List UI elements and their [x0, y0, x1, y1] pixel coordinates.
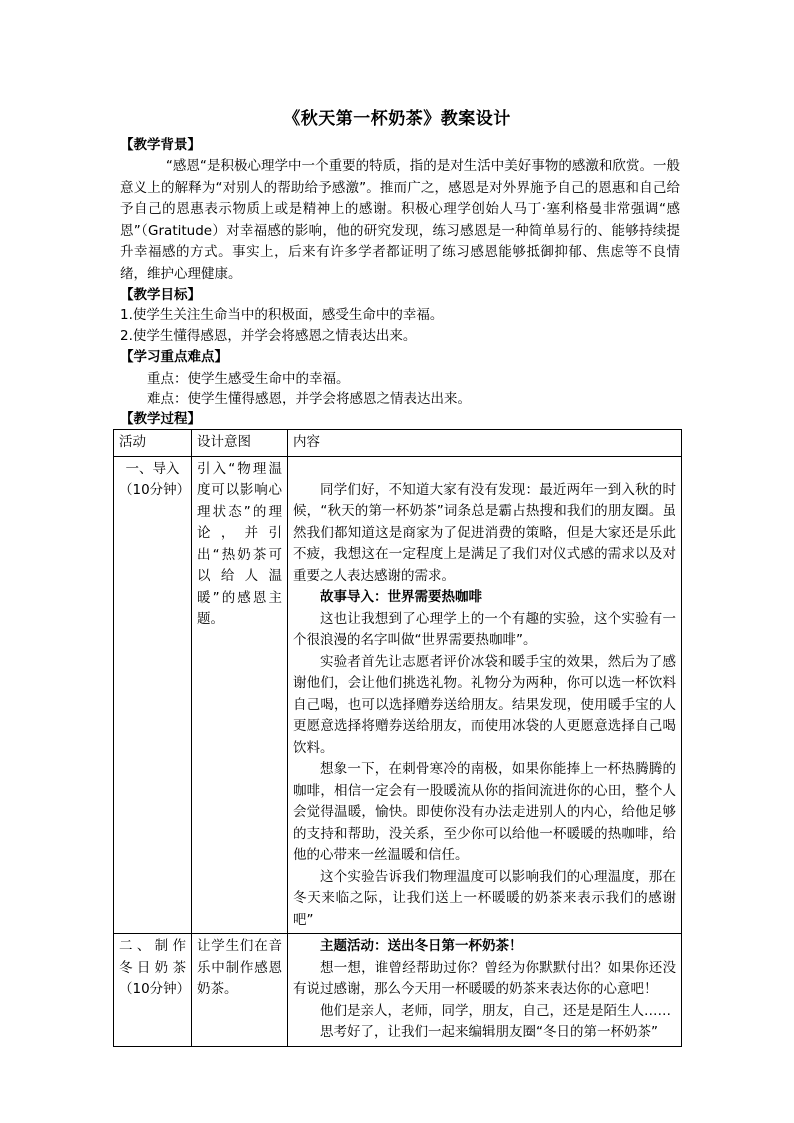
- story-heading: 故事导入：世界需要热咖啡: [320, 589, 482, 605]
- theme-heading: 主题活动：送出冬日第一杯奶茶！: [320, 938, 523, 954]
- blank-line: [293, 459, 676, 480]
- key-points-heading: 【学习重点难点】: [120, 349, 228, 365]
- header-content: 内容: [288, 430, 682, 457]
- content-paragraph: 这也让我想到了心理学上的一个有趣的实验，这个实验有一个很浪漫的名字叫做“世界需要热咖啡”。: [293, 610, 676, 648]
- intent-cell: 引入“物理温度可以影响心理状态”的理论，并引出“热奶茶可以给人温暖”的感恩主题。: [192, 456, 288, 934]
- key-point: 重点：使学生感受生命中的幸福。: [147, 371, 350, 387]
- activity-cell: 一、导入（10分钟）: [114, 456, 192, 934]
- header-intent: 设计意图: [192, 430, 288, 457]
- goal-item-2: 2.使学生懂得感恩，并学会将感恩之情表达出来。: [120, 328, 417, 344]
- content-cell: [288, 456, 682, 934]
- difficult-point: 难点：使学生懂得感恩，并学会将感恩之情表达出来。: [147, 391, 471, 407]
- process-heading: 【教学过程】: [120, 411, 201, 427]
- background-paragraph: “感恩“是积极心理学中一个重要的特质，指的是对生活中美好事物的感激和欣赏。一般意义上的解释为“对别人的帮助给予感激”。推而广之，感恩是对外界施予自己的恩惠和自己给予自己的恩惠表示物质上或是精神上的感谢。积极心理学创始人马丁·塞利格曼非常强调“感恩”（Gratitude）对幸福感的影响，他的研究发现，练习感恩是一种简单易行的、能够持续提升幸福感的方式。事实上，后来有许多学者都证明了练习感恩能够抵御抑郁、焦虑等不良情绪，维护心理健康。: [120, 158, 680, 282]
- content-paragraph: 想象一下，在刺骨寒冷的南极，如果你能捧上一杯热腾腾的咖啡，相信一定会有一股暖流从你的指间流进你的心田，整个人会觉得温暖，愉快。即使你没有办法走进别人的内心，给他足够的支持和帮助，没关系，至少你可以给他一杯暖暖的热咖啡，给他的心带来一丝温暖和信任。: [293, 761, 676, 863]
- document-title: 《秋天第一杯奶茶》教案设计: [283, 109, 511, 129]
- header-activity: 活动: [114, 430, 192, 457]
- table-row: [114, 456, 682, 934]
- content-paragraph: 想一想，谁曾经帮助过你？曾经为你默默付出？如果你还没有说过感谢，那么今天用一杯暖暖的奶茶来表达你的心意吧！: [293, 959, 676, 997]
- content-paragraph: 同学们好，不知道大家有没有发现：最近两年一到入秋的时候，“秋天的第一杯奶茶”词条总是霸占热搜和我们的朋友圈。虽然我们都知道这是商家为了促进消费的策略，但是大家还是乐此不疲，我想这在一定程度上是满足了我们对仪式感的需求以及对重要之人表达感谢的需求。: [293, 481, 676, 584]
- content-cell: [288, 934, 682, 1047]
- content-paragraph: 他们是亲人，老师，同学，朋友，自己，还是是陌生人……: [320, 1002, 671, 1019]
- table-header-row: [114, 430, 682, 457]
- activity-cell: 二、制作冬日奶茶（10分钟）: [114, 934, 192, 1047]
- content-paragraph: 思考好了，让我们一起来编辑朋友圈“冬日的第一杯奶茶”: [320, 1024, 658, 1040]
- table-row: [114, 934, 682, 1047]
- content-paragraph: 这个实验告诉我们物理温度可以影响我们的心理温度，那在冬天来临之际，让我们送上一杯暖暖的奶茶来表示我们的感谢吧”: [293, 868, 676, 928]
- goal-item-1: 1.使学生关注生命当中的积极面，感受生命中的幸福。: [120, 307, 444, 323]
- process-table: [113, 429, 682, 1047]
- content-paragraph: 实验者首先让志愿者评价冰袋和暖手宝的效果，然后为了感谢他们，会让他们挑选礼物。礼物分为两种，你可以选一杯饮料自己喝，也可以选择赠券送给朋友。结果发现，使用暖手宝的人更愿意选择将赠券送给朋友，而使用冰袋的人更愿意选择自己喝饮料。: [293, 653, 676, 756]
- background-heading: 【教学背景】: [120, 137, 201, 153]
- intent-cell: 让学生们在音乐中制作感恩奶茶。: [192, 934, 288, 1047]
- goals-heading: 【教学目标】: [120, 287, 201, 303]
